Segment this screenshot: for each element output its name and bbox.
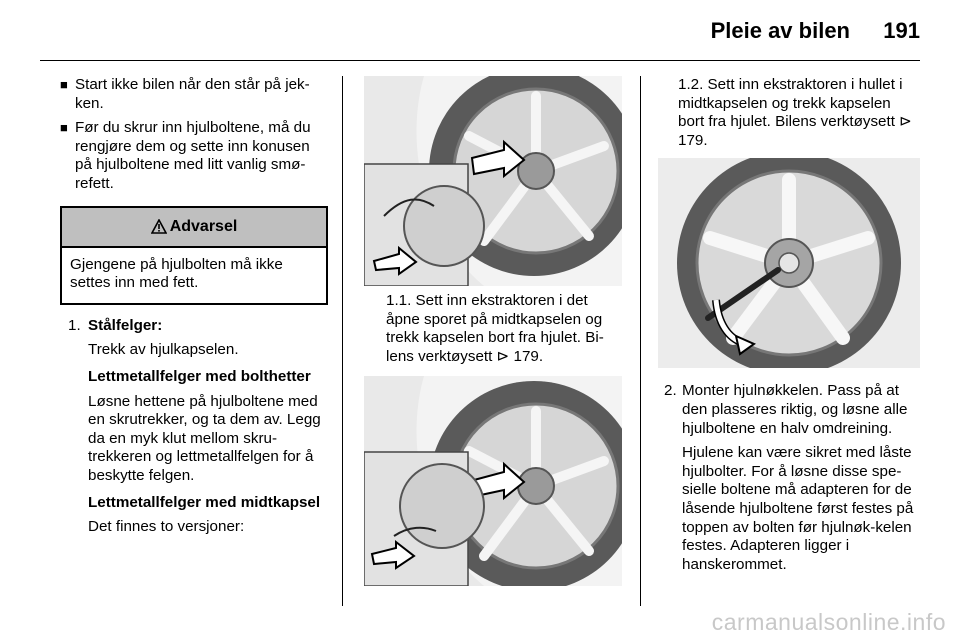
paragraph: Det finnes to versjoner: — [88, 518, 245, 536]
list-item: ■ Før du skrur inn hjulboltene, må du rengjøre dem og sette inn konusen på hjulboltene med litt vanlig smø-refett. — [60, 119, 311, 192]
illustration-cap-slot — [364, 76, 622, 286]
column-divider-left — [342, 76, 343, 606]
step-title: Stålfelger: — [88, 316, 163, 334]
caption-1-2: 1.2. Sett inn ekstraktoren i hullet i midtkapselen og trekk kapselen bort fra hjulet. Bilens verktøysett ⊳ 179. — [678, 76, 912, 149]
illustration-wheel-wrench — [658, 158, 920, 368]
step-number: 2. — [664, 382, 677, 400]
watermark: carmanualsonline.info — [711, 609, 946, 635]
warning-text: Gjengene på hjulbolten må ikke settes inn med fett. — [70, 255, 283, 292]
warning-box — [60, 206, 328, 305]
step-2 — [658, 382, 920, 574]
step-text: Trekk av hjulkapselen. — [88, 341, 239, 359]
warning-triangle-icon — [151, 219, 167, 234]
header-rule — [40, 60, 920, 61]
bullet-square-icon: ■ — [60, 120, 68, 136]
column-middle — [364, 76, 622, 586]
bullet-square-icon: ■ — [60, 77, 68, 92]
column-right — [658, 76, 920, 574]
step-number: 1. — [68, 316, 81, 334]
paragraph: Hjulene kan være sikret med låste hjulbolter. For å løsne disse spe-sielle boltene må adapteren for de låsende hjulboltene først festes på toppen av bolten før hjulnøk-kelen festes. Adapteren ligger i hanskerommet. — [682, 444, 914, 573]
warning-header — [62, 208, 326, 248]
page-title: Pleie av bilen — [710, 18, 850, 43]
illustration-cap-extractor — [364, 376, 622, 586]
page-header — [0, 0, 960, 60]
list-item: ■ Start ikke bilen når den står på jek-ken. — [60, 76, 310, 112]
column-left — [58, 76, 326, 537]
page-number: 191 — [883, 18, 920, 43]
column-divider-right — [640, 76, 641, 606]
paragraph: Monter hjulnøkkelen. Pass på at den plasseres riktig, og løsne alle hjulboltene en halv omdreining. — [682, 382, 908, 437]
sub-heading: Lettmetallfelger med midtkapsel — [88, 493, 321, 511]
warning-label: Advarsel — [169, 217, 238, 235]
sub-heading: Lettmetallfelger med bolthetter — [88, 367, 311, 385]
caption-1-1: 1.1. Sett inn ekstraktoren i det åpne sporet på midtkapselen og trekk kapselen bort fra hjulet. Bi-lens verktøysett ⊳ 179. — [386, 292, 604, 365]
step-1 — [58, 317, 326, 537]
bullet-list — [58, 76, 326, 194]
paragraph: Løsne hettene på hjulboltene med en skrutrekker, og ta dem av. Legg da en myk klut mellom skru-trekkeren og lettmetallfelgen for å beskytte felgen. — [88, 392, 321, 484]
